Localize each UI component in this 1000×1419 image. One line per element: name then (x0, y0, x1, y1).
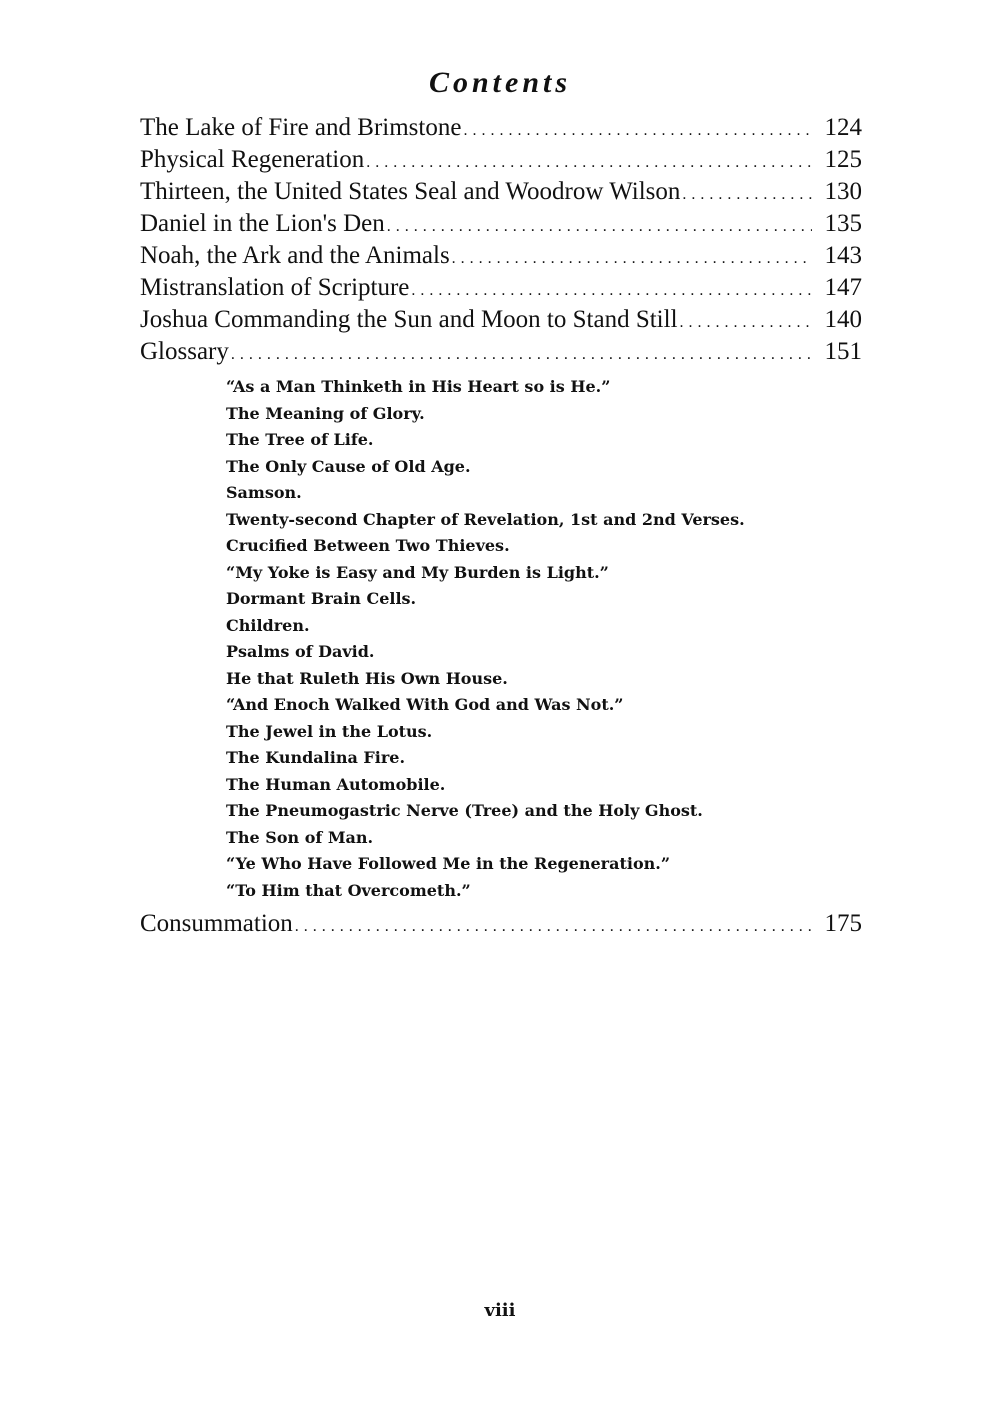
toc-entry-page: 125 (824, 146, 862, 173)
toc-entry-title: Physical Regeneration (140, 146, 365, 173)
list-item: Dormant Brain Cells. (226, 589, 417, 608)
list-item: “My Yoke is Easy and My Burden is Light.” (226, 562, 609, 582)
toc-entry-title: Joshua Commanding the Sun and Moon to Stand Still (140, 306, 678, 333)
page-number: viii (484, 1300, 516, 1321)
toc-entry (140, 272, 862, 304)
list-item: “To Him that Overcometh.” (226, 880, 471, 900)
dot-leader (680, 307, 812, 339)
list-item: Crucified Between Two Thieves. (226, 536, 510, 555)
list-item: The Human Automobile. (226, 774, 446, 794)
toc-entry-page: 140 (824, 306, 862, 333)
dot-leader (295, 911, 812, 943)
toc-entry-page: 135 (824, 210, 862, 237)
toc-entry-page: 143 (824, 242, 862, 269)
dot-leader (682, 179, 812, 211)
list-item: Twenty-second Chapter of Revelation, 1st and 2nd Verses. (226, 509, 745, 529)
toc-entry-page: 151 (824, 338, 862, 365)
list-item: “And Enoch Walked With God and Was Not.” (226, 695, 624, 714)
dot-leader (463, 115, 812, 147)
toc-entry (140, 208, 862, 240)
list-item: The Only Cause of Old Age. (226, 456, 471, 476)
list-item: The Son of Man. (226, 827, 374, 847)
glossary-subtopics (226, 374, 862, 904)
dot-leader (411, 275, 812, 307)
list-item: He that Ruleth His Own House. (226, 668, 508, 688)
toc-entry (140, 176, 862, 208)
list-item: Psalms of David. (226, 642, 375, 661)
list-item: The Tree of Life. (226, 430, 374, 449)
list-item: The Pneumogastric Nerve (Tree) and the Holy Ghost. (226, 801, 703, 820)
toc-entry-consummation (140, 908, 862, 940)
toc-entry-page: 175 (824, 910, 862, 937)
list-item: “Ye Who Have Followed Me in the Regeneration.” (226, 854, 671, 873)
dot-leader (387, 211, 812, 243)
toc-entry (140, 240, 862, 272)
dot-leader (452, 243, 812, 275)
toc-entry-title: Daniel in the Lion's Den (140, 210, 385, 237)
toc-entry (140, 304, 862, 336)
dot-leader (366, 147, 812, 179)
list-item: The Meaning of Glory. (226, 403, 425, 423)
toc-entry (140, 112, 862, 144)
toc-entry-glossary (140, 336, 862, 368)
toc-entry-title: The Lake of Fire and Brimstone (140, 114, 462, 141)
toc-entry-title: Noah, the Ark and the Animals (140, 242, 450, 269)
toc-entry-title: Glossary (140, 338, 229, 365)
toc-entry-page: 124 (824, 114, 862, 141)
list-item: Children. (226, 615, 310, 635)
toc-entry-title: Mistranslation of Scripture (140, 274, 410, 301)
toc-entry-page: 147 (824, 274, 862, 301)
toc-entry-title: Thirteen, the United States Seal and Woodrow Wilson (140, 178, 681, 205)
toc-entry-title: Consummation (140, 910, 293, 937)
toc-entry (140, 144, 862, 176)
list-item: The Jewel in the Lotus. (226, 721, 433, 741)
toc-entry-page: 130 (824, 178, 862, 205)
page-title: Contents (428, 66, 572, 99)
list-item: “As a Man Thinketh in His Heart so is He.” (226, 377, 611, 396)
dot-leader (231, 339, 812, 371)
list-item: Samson. (226, 483, 302, 502)
list-item: The Kundalina Fire. (226, 748, 406, 767)
table-of-contents (140, 112, 862, 940)
